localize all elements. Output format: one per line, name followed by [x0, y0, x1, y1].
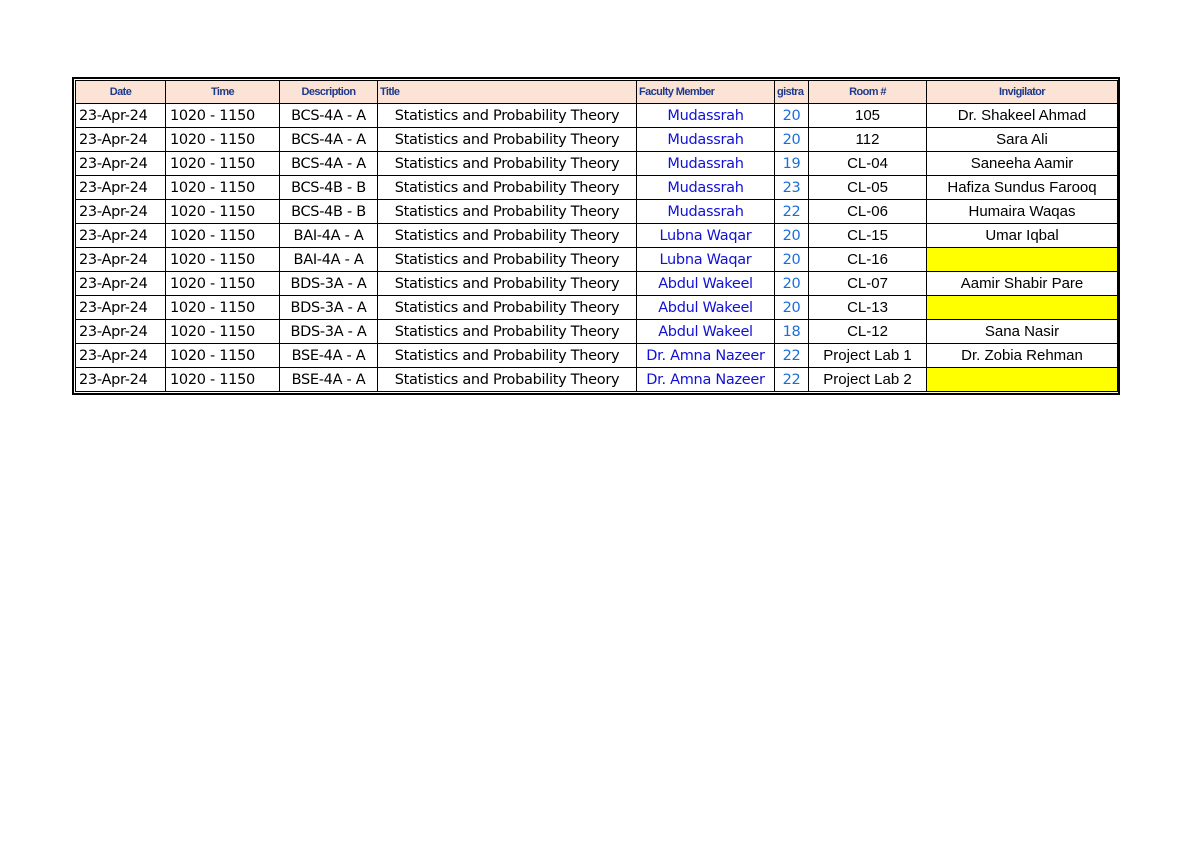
room-cell[interactable]: CL-13: [809, 296, 927, 320]
invigilator-cell[interactable]: Sana Nasir: [927, 320, 1118, 344]
description-cell[interactable]: BDS-3A - A: [280, 272, 378, 296]
room-cell[interactable]: CL-06: [809, 200, 927, 224]
date-cell[interactable]: 23-Apr-24: [76, 128, 166, 152]
table-row: [76, 200, 1118, 224]
time-cell[interactable]: 1020 - 1150: [166, 152, 280, 176]
description-cell[interactable]: BCS-4A - A: [280, 128, 378, 152]
faculty-cell[interactable]: Mudassrah: [637, 200, 775, 224]
title-cell[interactable]: Statistics and Probability Theory: [378, 320, 637, 344]
title-cell[interactable]: Statistics and Probability Theory: [378, 128, 637, 152]
registered-cell[interactable]: 20: [775, 248, 809, 272]
faculty-cell[interactable]: Mudassrah: [637, 152, 775, 176]
date-cell[interactable]: 23-Apr-24: [76, 152, 166, 176]
description-cell[interactable]: BCS-4A - A: [280, 104, 378, 128]
invigilator-cell[interactable]: Dr. Zobia Rehman: [927, 344, 1118, 368]
date-cell[interactable]: 23-Apr-24: [76, 320, 166, 344]
exam-schedule-table: [75, 80, 1118, 392]
room-cell[interactable]: CL-12: [809, 320, 927, 344]
description-cell[interactable]: BSE-4A - A: [280, 344, 378, 368]
invigilator-cell[interactable]: Aamir Shabir Pare: [927, 272, 1118, 296]
faculty-cell[interactable]: Mudassrah: [637, 128, 775, 152]
registered-cell[interactable]: 18: [775, 320, 809, 344]
table-row: [76, 128, 1118, 152]
table-row: [76, 248, 1118, 272]
faculty-cell[interactable]: Mudassrah: [637, 176, 775, 200]
room-cell[interactable]: Project Lab 2: [809, 368, 927, 392]
registered-cell[interactable]: 22: [775, 368, 809, 392]
description-cell[interactable]: BDS-3A - A: [280, 296, 378, 320]
table-row: [76, 320, 1118, 344]
invigilator-cell[interactable]: [927, 248, 1118, 272]
date-cell[interactable]: 23-Apr-24: [76, 224, 166, 248]
date-cell[interactable]: 23-Apr-24: [76, 248, 166, 272]
faculty-cell[interactable]: Dr. Amna Nazeer: [637, 368, 775, 392]
invigilator-cell[interactable]: Saneeha Aamir: [927, 152, 1118, 176]
description-cell[interactable]: BAI-4A - A: [280, 224, 378, 248]
header-faculty: Faculty Member: [637, 81, 775, 104]
invigilator-cell[interactable]: Sara Ali: [927, 128, 1118, 152]
registered-cell[interactable]: 20: [775, 296, 809, 320]
title-cell[interactable]: Statistics and Probability Theory: [378, 248, 637, 272]
title-cell[interactable]: Statistics and Probability Theory: [378, 344, 637, 368]
description-cell[interactable]: BCS-4B - B: [280, 176, 378, 200]
time-cell[interactable]: 1020 - 1150: [166, 344, 280, 368]
time-cell[interactable]: 1020 - 1150: [166, 128, 280, 152]
table-row: [76, 368, 1118, 392]
time-cell[interactable]: 1020 - 1150: [166, 320, 280, 344]
room-cell[interactable]: Project Lab 1: [809, 344, 927, 368]
room-cell[interactable]: 112: [809, 128, 927, 152]
date-cell[interactable]: 23-Apr-24: [76, 296, 166, 320]
faculty-cell[interactable]: Lubna Waqar: [637, 248, 775, 272]
title-cell[interactable]: Statistics and Probability Theory: [378, 152, 637, 176]
header-registered: gistra: [775, 81, 809, 104]
time-cell[interactable]: 1020 - 1150: [166, 104, 280, 128]
table-row: [76, 104, 1118, 128]
faculty-cell[interactable]: Abdul Wakeel: [637, 296, 775, 320]
registered-cell[interactable]: 22: [775, 200, 809, 224]
table-row: [76, 224, 1118, 248]
title-cell[interactable]: Statistics and Probability Theory: [378, 104, 637, 128]
description-cell[interactable]: BDS-3A - A: [280, 320, 378, 344]
title-cell[interactable]: Statistics and Probability Theory: [378, 296, 637, 320]
faculty-cell[interactable]: Abdul Wakeel: [637, 272, 775, 296]
title-cell[interactable]: Statistics and Probability Theory: [378, 368, 637, 392]
room-cell[interactable]: CL-04: [809, 152, 927, 176]
header-time: Time: [166, 81, 280, 104]
description-cell[interactable]: BSE-4A - A: [280, 368, 378, 392]
description-cell[interactable]: BAI-4A - A: [280, 248, 378, 272]
invigilator-cell[interactable]: Humaira Waqas: [927, 200, 1118, 224]
time-cell[interactable]: 1020 - 1150: [166, 224, 280, 248]
date-cell[interactable]: 23-Apr-24: [76, 176, 166, 200]
table-row: [76, 296, 1118, 320]
invigilator-cell[interactable]: Hafiza Sundus Farooq: [927, 176, 1118, 200]
exam-schedule-sheet: [72, 77, 1120, 395]
time-cell[interactable]: 1020 - 1150: [166, 176, 280, 200]
table-row: [76, 272, 1118, 296]
room-cell[interactable]: CL-07: [809, 272, 927, 296]
registered-cell[interactable]: 20: [775, 272, 809, 296]
header-invigilator: Invigilator: [927, 81, 1118, 104]
invigilator-cell[interactable]: Umar Iqbal: [927, 224, 1118, 248]
invigilator-cell[interactable]: [927, 296, 1118, 320]
title-cell[interactable]: Statistics and Probability Theory: [378, 200, 637, 224]
faculty-cell[interactable]: Mudassrah: [637, 104, 775, 128]
faculty-cell[interactable]: Abdul Wakeel: [637, 320, 775, 344]
header-date: Date: [76, 81, 166, 104]
registered-cell[interactable]: 22: [775, 344, 809, 368]
title-cell[interactable]: Statistics and Probability Theory: [378, 224, 637, 248]
registered-cell[interactable]: 20: [775, 104, 809, 128]
table-row: [76, 344, 1118, 368]
registered-cell[interactable]: 20: [775, 128, 809, 152]
header-room: Room #: [809, 81, 927, 104]
table-body: [76, 104, 1118, 392]
date-cell[interactable]: 23-Apr-24: [76, 368, 166, 392]
room-cell[interactable]: CL-15: [809, 224, 927, 248]
title-cell[interactable]: Statistics and Probability Theory: [378, 272, 637, 296]
date-cell[interactable]: 23-Apr-24: [76, 200, 166, 224]
faculty-cell[interactable]: Dr. Amna Nazeer: [637, 344, 775, 368]
header-row: [76, 81, 1118, 104]
invigilator-cell[interactable]: Dr. Shakeel Ahmad: [927, 104, 1118, 128]
time-cell[interactable]: 1020 - 1150: [166, 200, 280, 224]
header-title: Title: [378, 81, 637, 104]
date-cell[interactable]: 23-Apr-24: [76, 344, 166, 368]
time-cell[interactable]: 1020 - 1150: [166, 368, 280, 392]
table-row: [76, 176, 1118, 200]
faculty-cell[interactable]: Lubna Waqar: [637, 224, 775, 248]
room-cell[interactable]: CL-16: [809, 248, 927, 272]
time-cell[interactable]: 1020 - 1150: [166, 272, 280, 296]
table-row: [76, 152, 1118, 176]
time-cell[interactable]: 1020 - 1150: [166, 296, 280, 320]
header-description: Description: [280, 81, 378, 104]
description-cell[interactable]: BCS-4A - A: [280, 152, 378, 176]
time-cell[interactable]: 1020 - 1150: [166, 248, 280, 272]
invigilator-cell[interactable]: [927, 368, 1118, 392]
date-cell[interactable]: 23-Apr-24: [76, 104, 166, 128]
registered-cell[interactable]: 23: [775, 176, 809, 200]
registered-cell[interactable]: 19: [775, 152, 809, 176]
room-cell[interactable]: CL-05: [809, 176, 927, 200]
description-cell[interactable]: BCS-4B - B: [280, 200, 378, 224]
date-cell[interactable]: 23-Apr-24: [76, 272, 166, 296]
registered-cell[interactable]: 20: [775, 224, 809, 248]
title-cell[interactable]: Statistics and Probability Theory: [378, 176, 637, 200]
room-cell[interactable]: 105: [809, 104, 927, 128]
